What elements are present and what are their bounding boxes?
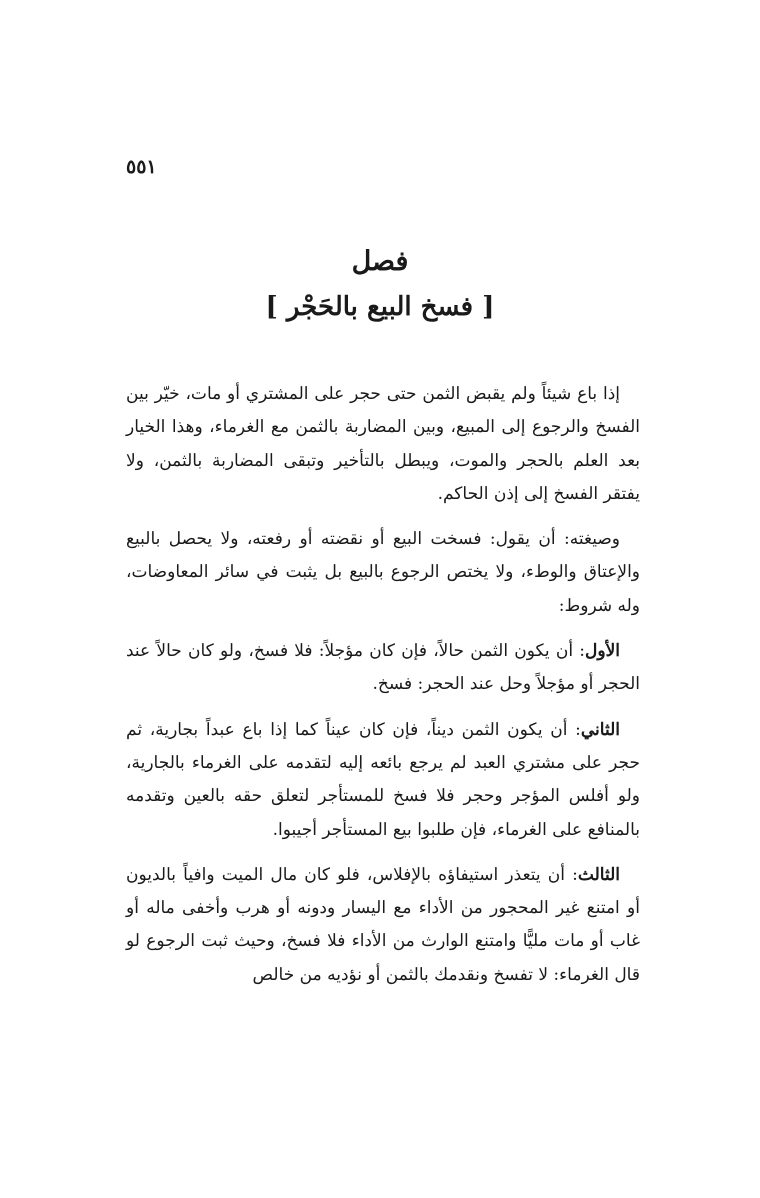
paragraph-lead: الثالث — [577, 864, 620, 885]
paragraph-4 — [126, 714, 640, 847]
page-number: ٥٥١ — [126, 156, 157, 178]
paragraph-text: إذا باع شيئاً ولم يقبض الثمن حتى حجر على المشتري أو مات، خيّر بين الفسخ والرجوع إلى المبيع، وبين المضاربة بالثمن مع الغرماء، وهذا الخيار بعد العلم بالحجر والموت، ويبطل بالتأخير وتبقى المضاربة بالثمن، ولا يفتقر الفسخ إلى إذن الحاكم. — [126, 384, 640, 504]
section-subtitle: [ فسخ البيع بالحَجْر ] — [265, 292, 495, 322]
paragraph-1 — [126, 378, 640, 511]
paragraph-lead: الثاني — [580, 719, 620, 740]
paragraph-5 — [126, 859, 640, 992]
paragraph-text: وصيغته: أن يقول: فسخت البيع أو نقضته أو رفعته، ولا يحصل بالبيع والإعتاق والوطء، ولا يختص الرجوع بالبيع بل يثبت في سائر المعاوضات، وله شروط: — [126, 529, 640, 616]
paragraph-text: : أن يكون الثمن ديناً، فإن كان عيناً كما إذا باع عبداً بجارية، ثم حجر على مشتري العبد لم يرجع بائعه إليه لتقدمه على الغرماء بالجارية، ولو أفلس المؤجر وحجر فلا فسخ للمستأجر لتعلق حقه بالعين وتقدمه بالمنافع على الغرماء، فإن طلبوا بيع المستأجر أجيبوا. — [126, 719, 640, 840]
body-text — [126, 378, 640, 1004]
paragraph-lead: الأول — [585, 641, 620, 662]
section-title: فصل — [351, 246, 409, 277]
paragraph-text: : أن يتعذر استيفاؤه بالإفلاس، فلو كان مال الميت وافياً بالديون أو امتنع غير المحجور من الأداء مع اليسار ودونه أو هرب وأخفى ماله أو غاب أو مات مليًّا وامتنع الوارث من الأداء فلا فسخ، وحيث ثبت الرجوع لو قال الغرماء: لا تفسخ ونقدمك بالثمن أو نؤديه من خالص — [126, 864, 640, 985]
paragraph-text: : أن يكون الثمن حالاً، فإن كان مؤجلاً: فلا فسخ، ولو كان حالاً عند الحجر أو مؤجلاً وحل عند الحجر: فسخ. — [126, 641, 640, 695]
paragraph-3 — [126, 635, 640, 702]
paragraph-2 — [126, 523, 640, 623]
